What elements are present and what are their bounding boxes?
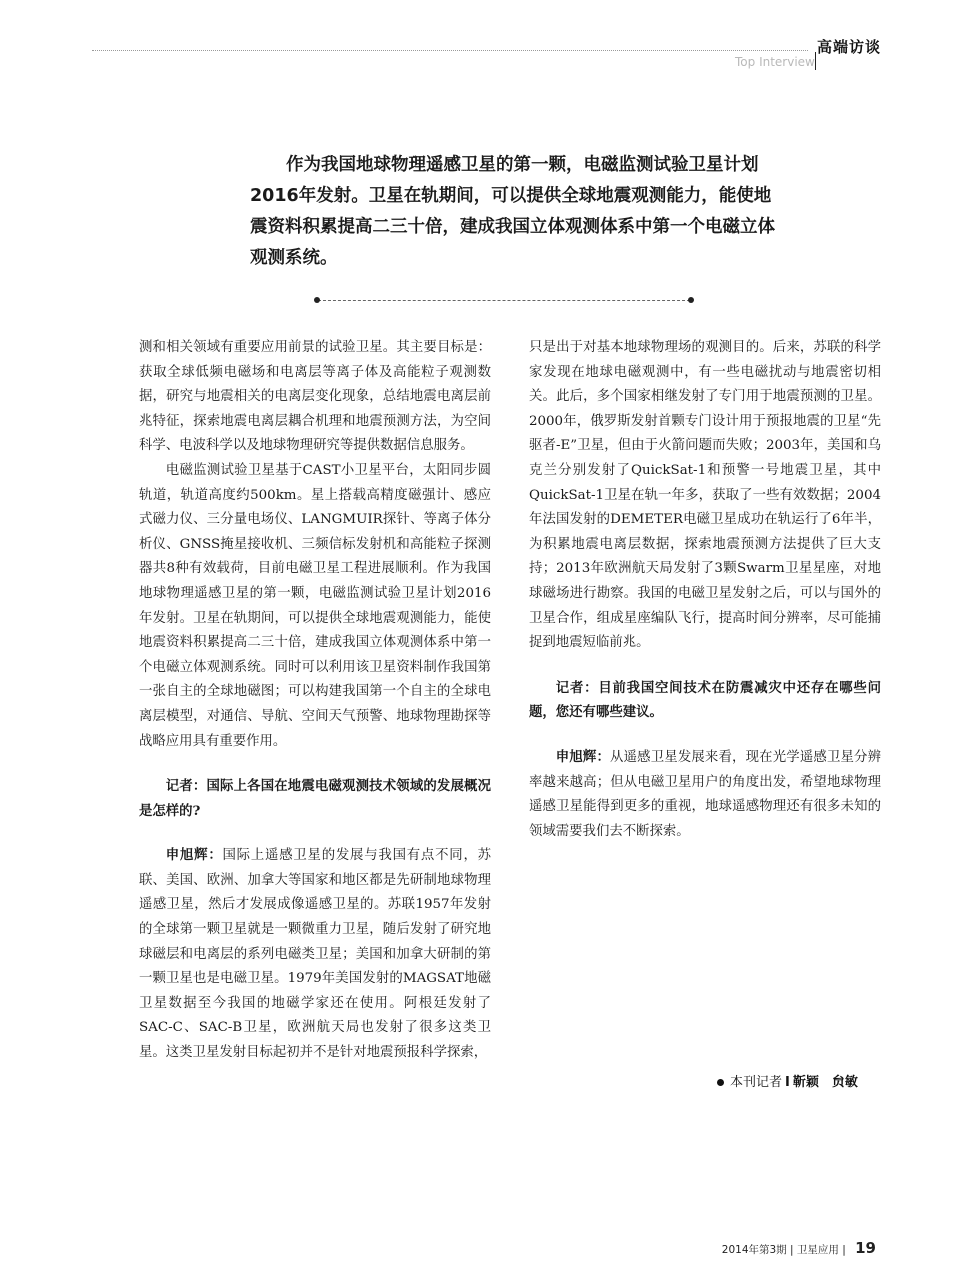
page-footer: 2014年第3期 | 卫星应用 | 19	[721, 1239, 876, 1257]
byline-separator: I	[785, 1075, 790, 1090]
byline-authors: 靳颖 贠敏	[792, 1075, 858, 1090]
paragraph: 只是出于对基本地球物理场的观测目的。后来，苏联的科学家发现在地球电磁观测中，有一些电磁扰动与地震密切相关。此后，多个国家相继发射了专门用于地震预测的卫星。2000年，俄罗斯发射首颗专门设计用于预报地震的卫星“先驱者-E”卫星，但由于火箭问题而失败；2003年，美国和乌克兰分别发射了QuickSat-1和预警一号地震卫星，其中QuickSat-1卫星在轨一年多，获取了一些有效数据；2004年法国发射的DEMETER电磁卫星成功在轨运行了6年半，为积累地震电离层数据，探索地震预测方法提供了巨大支持；2013年欧洲航天局发射了3颗Swarm卫星星座，对地球磁场进行勘察。我国的电磁卫星发射之后，可以与国外的卫星合作，组成星座编队飞行，提高时间分辨率，尽可能捕捉到地震短临前兆。	[529, 340, 881, 651]
interview-answer	[139, 843, 491, 1065]
interview-answer	[529, 745, 881, 844]
pull-quote-divider	[318, 300, 690, 301]
article-column-left	[139, 336, 491, 1066]
paragraph: 测和相关领域有重要应用前景的试验卫星。其主要目标是：获取全球低频电磁场和电离层等离子体及高能粒子观测数据，研究与地震相关的电离层变化现象，总结地震电离层前兆特征，探索地震电离层耦合机理和地震预测方法，为空间科学、电波科学以及地球物理研究等提供数据信息服务。	[139, 340, 491, 454]
speaker-name: 申旭辉：	[165, 847, 223, 864]
pull-quote: 作为我国地球物理遥感卫星的第一颗，电磁监测试验卫星计划2016年发射。卫星在轨期间，可以提供全球地震观测能力，能使地震资料积累提高二三十倍，建成我国立体观测体系中第一个电磁立体观测系统。	[250, 155, 775, 268]
section-subtitle: Top Interview	[735, 55, 815, 69]
answer-text: 从遥感卫星发展来看，现在光学遥感卫星分辨率越来越高；但从电磁卫星用户的角度出发，希望地球物理遥感卫星能得到更多的重视，地球遥感物理还有很多未知的领域需要我们去不断探索。	[529, 749, 882, 839]
byline-label: 本刊记者	[730, 1075, 783, 1090]
answer-text: 国际上遥感卫星的发展与我国有点不同，苏联、美国、欧洲、加拿大等国家和地区都是先研制地球物理遥感卫星，然后才发展成像遥感卫星的。苏联1957年发射的全球第一颗卫星就是一颗微重力卫星，随后发射了研究地球磁层和电离层的系列电磁类卫星；美国和加拿大研制的第一颗卫星也是电磁卫星。1979年美国发射的MAGSAT地磁卫星数据至今我国的地磁学家还在使用。阿根廷发射了SAC-C、SAC-B卫星，欧洲航天局也发射了很多这类卫星。这类卫星发射目标起初并不是针对地震预报科学探索，	[139, 848, 492, 1061]
interview-question: 记者：国际上各国在地震电磁观测技术领域的发展概况是怎样的?	[139, 778, 491, 819]
divider-dot-right	[688, 297, 694, 303]
speaker-name: 申旭辉：	[555, 748, 611, 765]
issue-label: 2014年第3期	[721, 1244, 787, 1256]
header-rule	[92, 50, 808, 51]
magazine-name: 卫星应用	[796, 1244, 839, 1256]
paragraph: 电磁监测试验卫星基于CAST小卫星平台，太阳同步圆轨道，轨道高度约500km。星上搭载高精度磁强计、感应式磁力仪、三分量电场仪、LANGMUIR探针、等离子体分析仪、GNSS掩星接收机、三频信标发射机和高能粒子探测器共8种有效载荷，目前电磁卫星工程进展顺利。作为我国地球物理遥感卫星的第一颗，电磁监测试验卫星计划2016年发射。卫星在轨期间，可以提供全球地震观测能力，能使地震资料积累提高二三十倍，建成我国立体观测体系中第一个电磁立体观测系统。同时可以利用该卫星资料制作我国第一张自主的全球地磁图；可以构建我国第一个自主的全球电离层模型，对通信、导航、空间天气预警、地球物理勘探等战略应用具有重要作用。	[139, 462, 491, 749]
divider-dot-left	[314, 297, 320, 303]
page-number: 19	[855, 1239, 876, 1257]
interview-question: 记者：目前我国空间技术在防震减灾中还存在哪些问题，您还有哪些建议。	[529, 679, 881, 721]
header-bar	[815, 52, 816, 70]
bullet-icon	[717, 1079, 724, 1086]
section-title: 高端访谈	[817, 38, 882, 56]
article-column-right	[529, 336, 881, 844]
byline	[717, 1071, 858, 1090]
